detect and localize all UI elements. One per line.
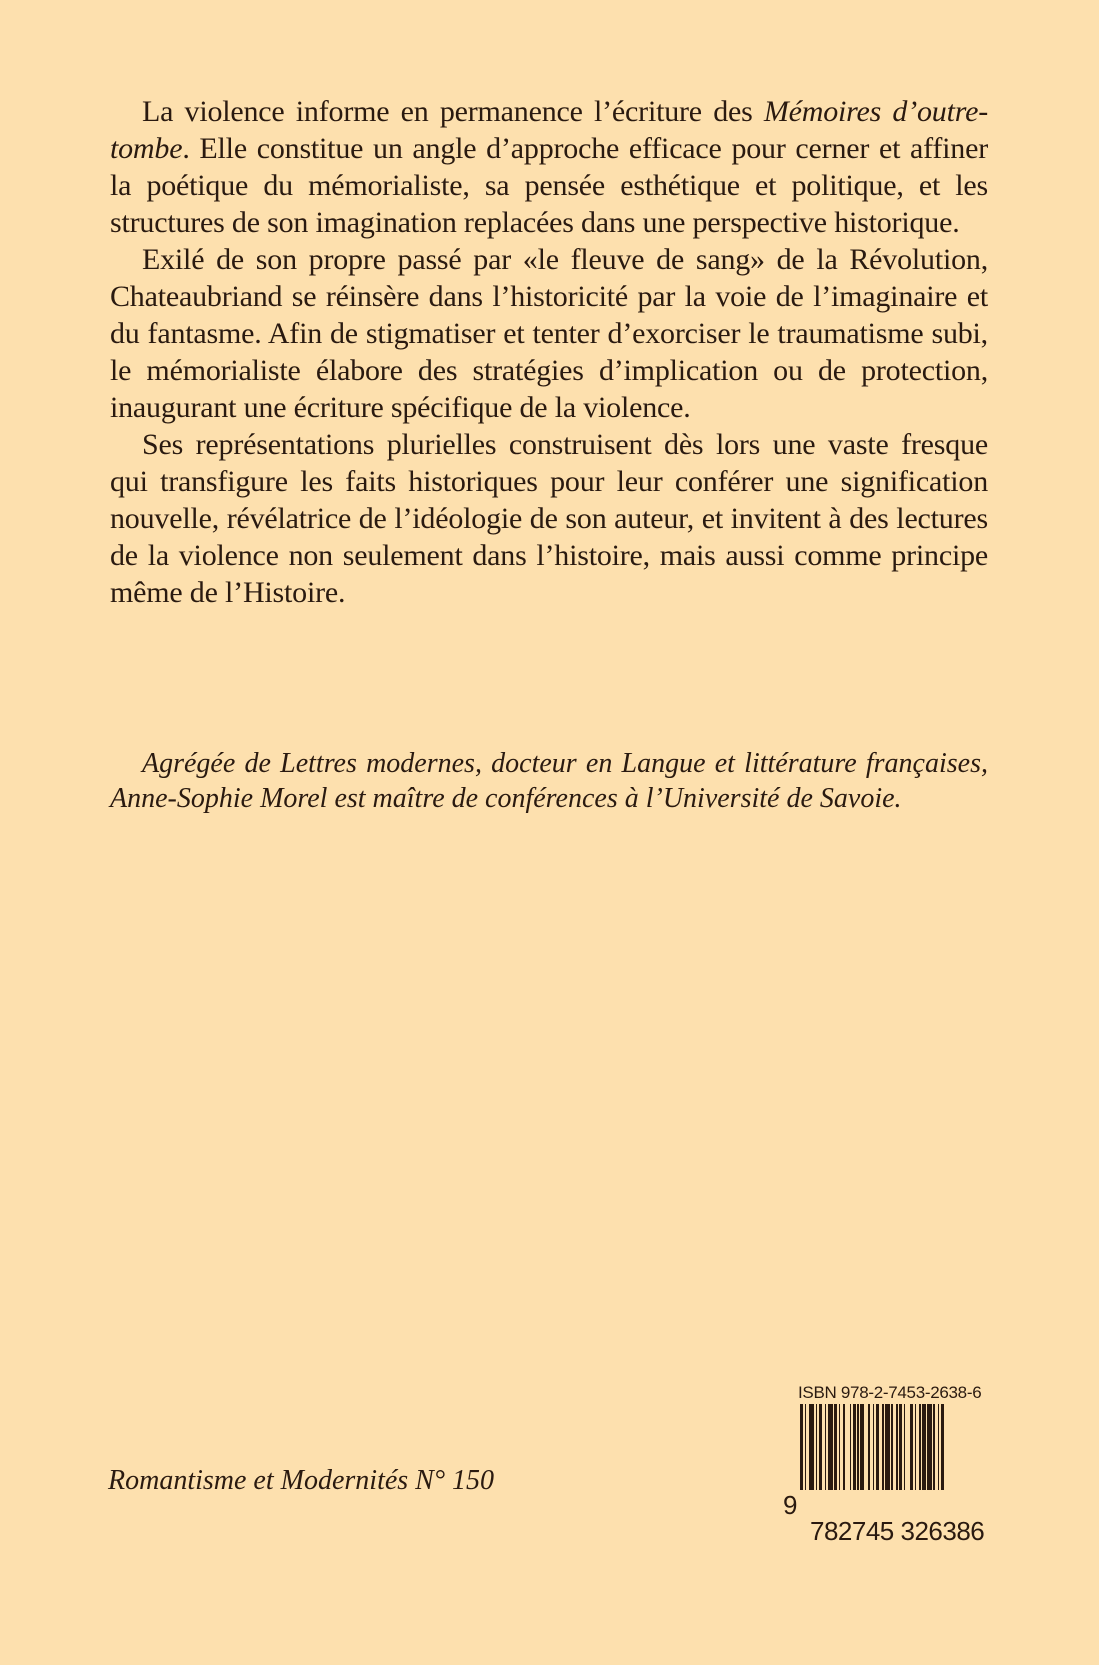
isbn-barcode-block [783, 1383, 995, 1570]
back-cover-blurb [110, 93, 988, 611]
barcode-digits-rest: 782745 326386 [810, 1516, 985, 1546]
isbn-label: ISBN 978-2-7453-2638-6 [798, 1383, 982, 1402]
blurb-text: . Elle constitue un angle d’approche efficace pour cerner et affiner la poétique du mémorialiste, sa pensée esthétique et politique, et les structures de son imagination replacées dans une perspective historique. [110, 132, 988, 239]
blurb-text: La violence informe en permanence l’écriture des [142, 95, 764, 128]
blurb-paragraph-2: Exilé de son propre passé par «le fleuve de sang» de la Révolution, Chateaubriand se réinsère dans l’historicité par la voie de l’imaginaire et du fantasme. Afin de stigmatiser et tenter d’exorciser le traumatisme subi, le mémorialiste élabore des stratégies d’implication ou de protection, inaugurant une écriture spécifique de la violence. [110, 243, 988, 424]
barcode-digit-first: 9 [783, 1490, 798, 1520]
blurb-paragraph-3: Ses représentations plurielles construisent dès lors une vaste fresque qui transfigure les faits historiques pour leur conférer une signification nouvelle, révélatrice de l’idéologie de son auteur, et invitent à des lectures de la violence non seulement dans l’histoire, mais aussi comme principe même de l’Histoire. [110, 428, 988, 609]
author-bio-text: Agrégée de Lettres modernes, docteur en Langue et littérature françaises, Anne-Sophie Morel est maître de conférences à l’Université de Savoie. [110, 748, 988, 814]
barcode-digits [783, 1466, 995, 1570]
series-label: Romantisme et Modernités N° 150 [108, 1465, 495, 1496]
author-bio [110, 746, 988, 816]
blurb-paragraph-1 [110, 93, 988, 241]
book-title-italic: Mémoires d’outre-tombe [110, 95, 988, 165]
